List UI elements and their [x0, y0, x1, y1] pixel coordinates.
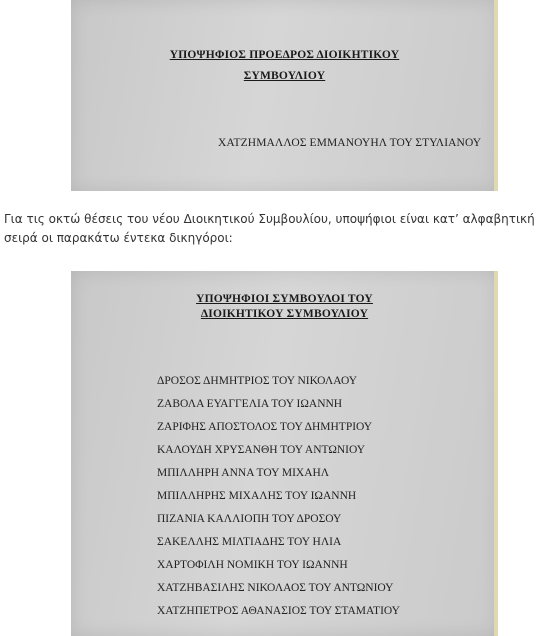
candidate-name: ΧΑΤΖΗΒΑΣΙΛΗΣ ΝΙΚΟΛΑΟΣ ΤΟΥ ΑΝΤΩΝΙΟΥ: [157, 582, 394, 594]
candidate-name: ΠΙΖΑΝΙΑ ΚΑΛΛΙΟΠΗ ΤΟΥ ΔΡΟΣΟΥ: [157, 513, 342, 525]
candidate-name: ΜΠΙΛΛΗΡΗΣ ΜΙΧΑΛΗΣ ΤΟΥ ΙΩΑΝΝΗ: [157, 490, 357, 502]
president-heading-line2: ΣΥΜΒΟΥΛΙΟΥ: [243, 70, 326, 82]
candidate-name: ΜΠΙΛΛΗΡΗ ΑΝΝΑ ΤΟΥ ΜΙΧΑΗΛ: [157, 467, 330, 479]
candidate-name: ΧΑΡΤΟΦΙΛΗ ΝΟΜΙΚΗ ΤΟΥ ΙΩΑΝΝΗ: [157, 559, 348, 571]
president-candidate-photo: [71, 0, 498, 191]
council-candidates-photo: [71, 271, 498, 636]
photo-edge: [494, 271, 498, 636]
candidate-name: ΚΑΛΟΥΔΗ ΧΡΥΣΑΝΘΗ ΤΟΥ ΑΝΤΩΝΙΟΥ: [157, 444, 366, 456]
candidate-name: ΣΑΚΕΛΛΗΣ ΜΙΛΤΙΑΔΗΣ ΤΟΥ ΗΛΙΑ: [157, 536, 342, 548]
candidate-name: ΖΑΡΙΦΗΣ ΑΠΟΣΤΟΛΟΣ ΤΟΥ ΔΗΜΗΤΡΙΟΥ: [157, 421, 373, 433]
president-candidate-name: ΧΑΤΖΗΜΑΛΛΟΣ ΕΜΜΑΝΟΥΗΛ ΤΟΥ ΣΤΥΛΙΑΝΟΥ: [218, 137, 482, 149]
candidate-name: ΔΡΟΣΟΣ ΔΗΜΗΤΡΙΟΣ ΤΟΥ ΝΙΚΟΛΑΟΥ: [157, 375, 358, 387]
council-heading-line1: ΥΠΟΨΗΦΙΟΙ ΣΥΜΒΟΥΛΟΙ ΤΟΥ: [196, 293, 373, 305]
candidate-name: ΧΑΤΖΗΠΕΤΡΟΣ ΑΘΑΝΑΣΙΟΣ ΤΟΥ ΣΤΑΜΑΤΙΟΥ: [157, 605, 400, 617]
photo-edge: [494, 0, 498, 191]
president-heading-line1: ΥΠΟΨΗΦΙΟΣ ΠΡΟΕΔΡΟΣ ΔΙΟΙΚΗΤΙΚΟΥ: [169, 49, 400, 61]
intro-paragraph: Για τις οκτώ θέσεις του νέου Διοικητικού Συμβουλίου, υποψήφιοι είναι κατ’ αλφαβητική σειρά οι παρακάτω έντεκα δικηγόροι:: [4, 212, 535, 245]
candidate-list: [157, 373, 400, 626]
council-heading-line2: ΔΙΟΙΚΗΤΙΚΟΥ ΣΥΜΒΟΥΛΙΟΥ: [200, 308, 369, 320]
candidate-name: ΖΑΒΟΛΑ ΕΥΑΓΓΕΛΙΑ ΤΟΥ ΙΩΑΝΝΗ: [157, 398, 343, 410]
